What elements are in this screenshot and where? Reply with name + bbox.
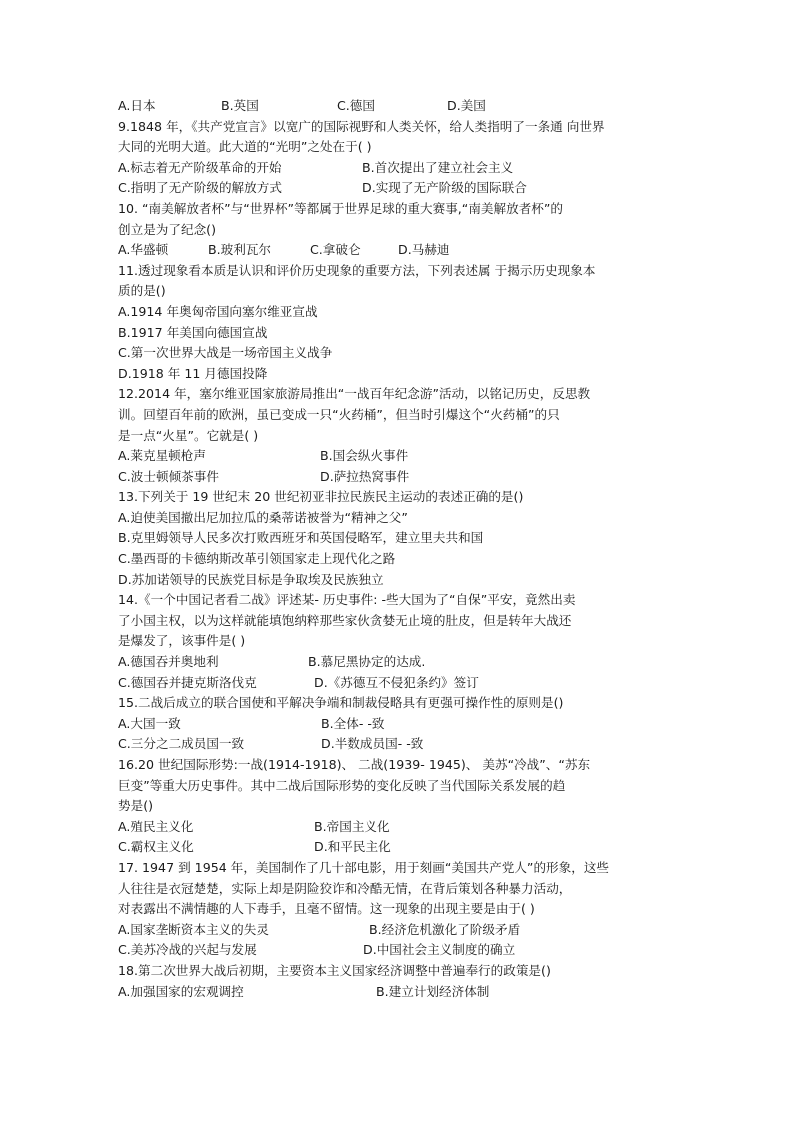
q13-option-a: A.迫使美国撤出尼加拉瓜的桑蒂诺被誉为“精神之父” xyxy=(118,509,408,525)
q17-stem-line: 17. 1947 到 1954 年，美国制作了几十部电影，用于刻画“美国共产党人”的形象，这些 xyxy=(118,859,610,875)
q12-stem-line: 是一点“火星”。它就是( ) xyxy=(118,427,259,443)
q12-option-a: A.莱克星顿枪声 xyxy=(118,448,206,464)
q9-stem-line: 大同的光明大道。此大道的“光明”之处在于( ) xyxy=(118,139,372,155)
q10-options xyxy=(118,240,678,261)
q13-option-b: B.克里姆领导人民多次打败西班牙和英国侵略军，建立里夫共和国 xyxy=(118,530,484,546)
q11-stem-line: 11.透过现象看本质是认识和评价历史现象的重要方法，下列表述属 于揭示历史现象本 xyxy=(118,262,596,278)
q16-options-row xyxy=(118,817,678,838)
exam-page xyxy=(118,96,678,1002)
q16-option-d: D.和平民主化 xyxy=(314,839,391,855)
q9-option-b: B.首次提出了建立社会主义 xyxy=(362,159,514,175)
q14-options-row xyxy=(118,652,678,673)
q18-options-row xyxy=(118,982,678,1003)
q12-option-c: C.波士顿倾茶事件 xyxy=(118,468,219,484)
q17-option-d: D.中国社会主义制度的确立 xyxy=(363,942,516,958)
q17-option-b: B.经济危机激化了阶级矛盾 xyxy=(369,921,521,937)
q10-stem-line: 创立是为了纪念() xyxy=(118,221,216,237)
q9-option-c: C.指明了无产阶级的解放方式 xyxy=(118,180,282,196)
q16-stem-line: 势是() xyxy=(118,798,154,814)
q14-option-a: A.德国吞并奥地利 xyxy=(118,654,219,670)
q15-option-d: D.半数成员国- -致 xyxy=(321,736,424,752)
q11-option-c: C.第一次世界大战是一场帝国主义战争 xyxy=(118,345,333,361)
q11-option-d: D.1918 年 11 月德国投降 xyxy=(118,365,268,381)
q15-options-row xyxy=(118,714,678,735)
q10-option-d: D.马赫迪 xyxy=(398,242,450,258)
q9-option-d: D.实现了无产阶级的国际联合 xyxy=(362,180,527,196)
q12-stem-line: 训。回望百年前的欧洲，虽已变成一只“火药桶”，但当时引爆这个“火药桶”的只 xyxy=(118,406,560,422)
q8-option-c: C.德国 xyxy=(337,98,375,113)
q10-option-a: A.华盛顿 xyxy=(118,242,169,258)
q12-options-row xyxy=(118,467,678,488)
q9-options-row xyxy=(118,158,678,179)
q14-stem-line: 是爆发了，该事件是( ) xyxy=(118,633,246,649)
q18-option-b: B.建立计划经济体制 xyxy=(376,983,490,999)
q8-option-b: B.英国 xyxy=(221,98,259,113)
q17-option-c: C.美苏冷战的兴起与发展 xyxy=(118,942,257,958)
q17-option-a: A.国家垄断资本主义的失灵 xyxy=(118,921,269,937)
q14-stem-line: 了小国主权，以为这样就能填饱纳粹那些家伙贪婪无止境的肚皮，但是转年大战还 xyxy=(118,612,572,628)
q18-stem-line: 18.第二次世界大战后初期，主要资本主义国家经济调整中普遍奉行的政策是() xyxy=(118,962,551,978)
q16-options-row xyxy=(118,837,678,858)
q9-options-row xyxy=(118,178,678,199)
q8-option-a: A.日本 xyxy=(118,98,156,113)
q15-option-a: A.大国一致 xyxy=(118,715,181,731)
q12-option-b: B.国会纵火事件 xyxy=(320,448,409,464)
q16-option-b: B.帝国主义化 xyxy=(314,818,390,834)
q16-option-a: A.殖民主义化 xyxy=(118,818,194,834)
q14-option-c: C.德国吞并捷克斯洛伐克 xyxy=(118,674,257,690)
q12-option-d: D.萨拉热窝事件 xyxy=(320,468,410,484)
q13-stem-line: 13.下列关于 19 世纪末 20 世纪初亚非拉民族民主运动的表述正确的是() xyxy=(118,489,524,505)
q9-stem-line: 9.1848 年，《共产党宣言》以宽广的国际视野和人类关怀，给人类指明了一条通 向世界 xyxy=(118,118,605,134)
q15-option-b: B.全体- -致 xyxy=(321,715,385,731)
q10-stem-line: 10. “南美解放者杯”与“世界杯”等都属于世界足球的重大赛事,“南美解放者杯”的 xyxy=(118,200,563,216)
q10-option-b: B.玻利瓦尔 xyxy=(208,242,272,258)
q8-options xyxy=(118,96,678,117)
q17-options-row xyxy=(118,920,678,941)
q14-option-d: D.《苏德互不侵犯条约》签订 xyxy=(314,674,479,690)
q16-stem-line: 16.20 世纪国际形势:一战(1914-1918)、 二战(1939- 1945)、 美苏“冷战”、“苏东 xyxy=(118,757,591,772)
q16-option-c: C.霸权主义化 xyxy=(118,839,194,855)
q12-options-row xyxy=(118,446,678,467)
q14-option-b: B.慕尼黑协定的达成. xyxy=(308,654,426,670)
q11-option-b: B.1917 年美国向德国宣战 xyxy=(118,324,268,340)
q13-option-d: D.苏加诺领导的民族党目标是争取埃及民族独立 xyxy=(118,571,384,587)
q15-stem-line: 15.二战后成立的联合国使和平解决争端和制裁侵略具有更强可操作性的原则是() xyxy=(118,695,564,711)
q10-option-c: C.拿破仑 xyxy=(310,242,361,258)
q11-option-a: A.1914 年奥匈帝国向塞尔维亚宣战 xyxy=(118,303,318,319)
q16-stem-line: 巨变”等重大历史事件。其中二战后国际形势的变化反映了当代国际关系发展的趋 xyxy=(118,777,566,793)
q14-options-row xyxy=(118,673,678,694)
q13-option-c: C.墨西哥的卡德纳斯改革引领国家走上现代化之路 xyxy=(118,551,396,567)
q8-option-d: D.美国 xyxy=(447,98,486,113)
q18-option-a: A.加强国家的宏观调控 xyxy=(118,983,244,999)
q17-stem-line: 人往往是衣冠楚楚，实际上却是阴险狡诈和冷酷无情，在背后策划各种暴力活动， xyxy=(118,880,572,896)
q12-stem-line: 12.2014 年，塞尔维亚国家旅游局推出“一战百年纪念游”活动，以铭记历史，反思教 xyxy=(118,386,591,402)
q15-option-c: C.三分之二成员国一致 xyxy=(118,736,245,752)
q17-options-row xyxy=(118,940,678,961)
q9-option-a: A.标志着无产阶级革命的开始 xyxy=(118,159,282,175)
q14-stem-line: 14.《一个中国记者看二战》评述某- 历史事件: -些大国为了“自保”平安，竟然出卖 xyxy=(118,592,576,608)
q15-options-row xyxy=(118,734,678,755)
q17-stem-line: 对表露出不满情趣的人下毒手，且毫不留情。这一现象的出现主要是由于( ) xyxy=(118,901,535,917)
q11-stem-line: 质的是() xyxy=(118,283,166,299)
